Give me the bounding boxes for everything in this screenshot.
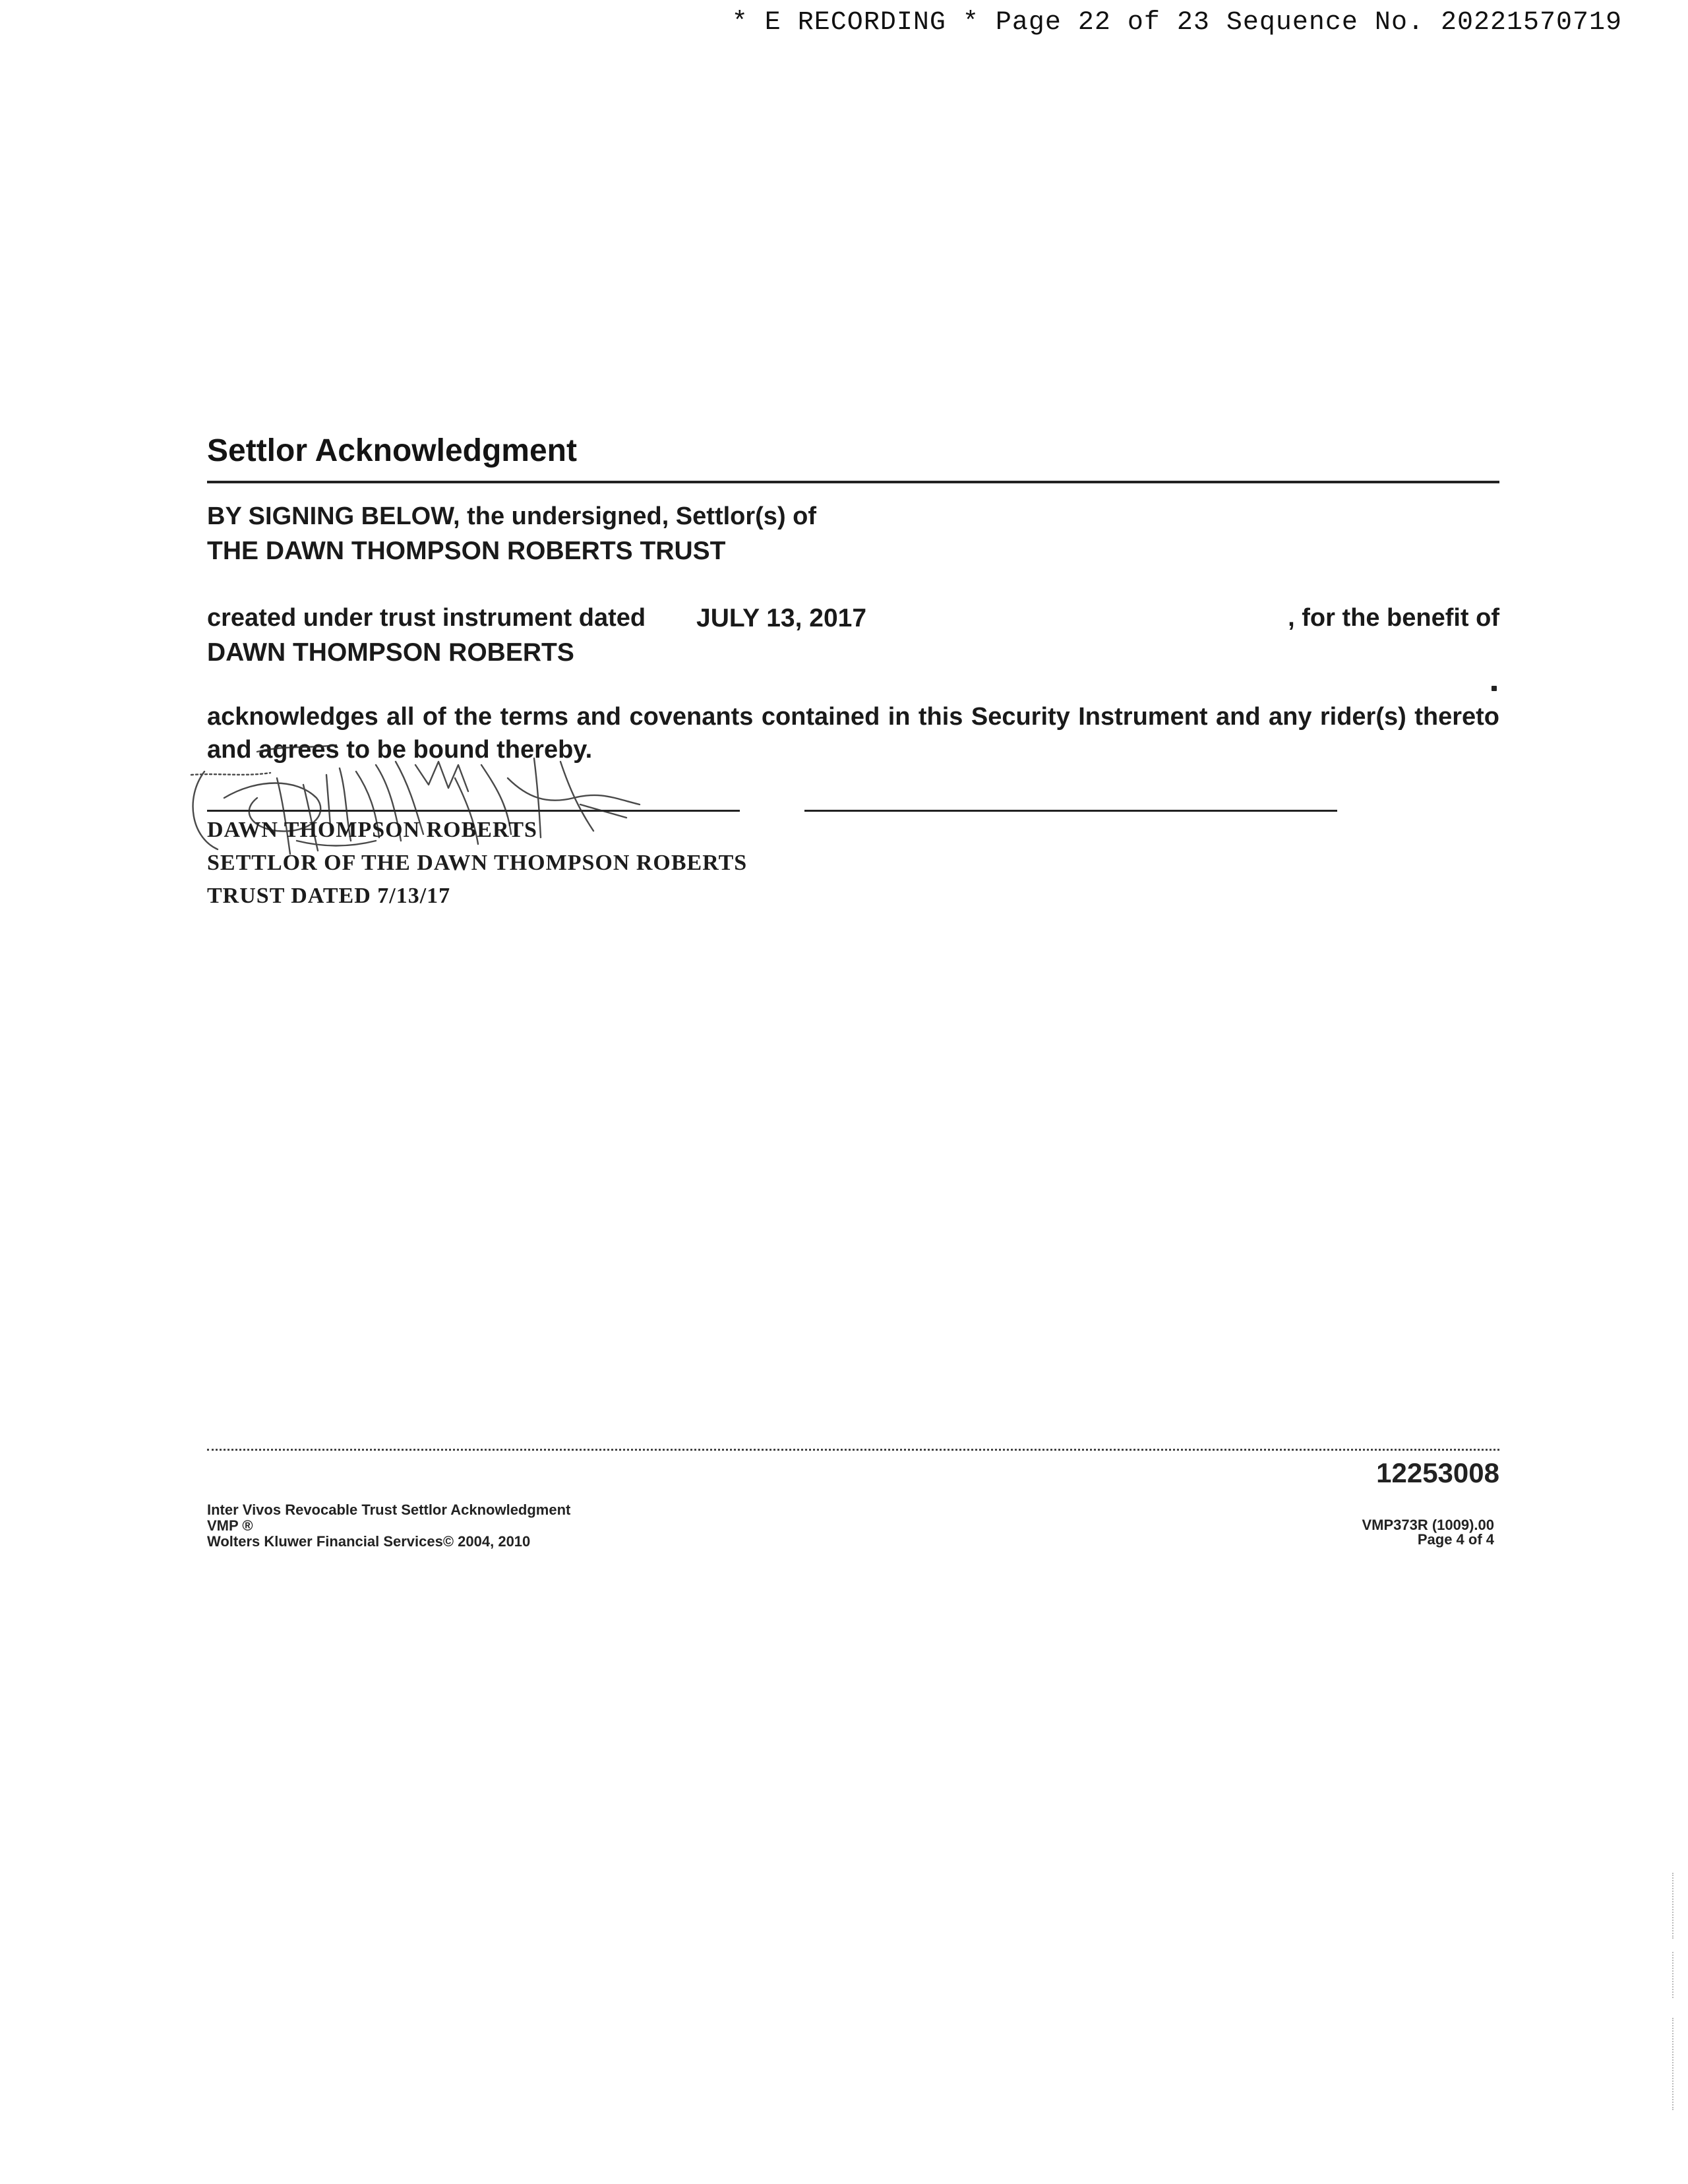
settlor-signature-line — [207, 810, 740, 812]
created-under-label: created under trust instrument dated — [207, 604, 646, 632]
acknowledgment-text: acknowledges all of the terms and covenants contained in this Security Instrument and any rider(s) thereto and agrees to be bound thereby. — [207, 703, 1499, 764]
scan-margin-mark — [1672, 2018, 1673, 2110]
loan-number: 12253008 — [1376, 1457, 1499, 1488]
beneficiary-name: DAWN THOMPSON ROBERTS — [207, 638, 574, 667]
signer-title-line2: TRUST DATED 7/13/17 — [207, 884, 451, 908]
second-signature-line — [804, 810, 1337, 812]
footer-divider — [207, 1449, 1499, 1451]
footer-page-info — [1253, 1518, 1494, 1547]
benefit-of-label: , for the benefit of — [1288, 604, 1499, 632]
title-rule — [207, 481, 1499, 483]
by-signing-line: BY SIGNING BELOW, the undersigned, Settlor(s) of — [207, 502, 817, 530]
publisher: Wolters Kluwer Financial Services© 2004, 2010 — [207, 1533, 531, 1550]
page-title: Settlor Acknowledgment — [207, 433, 577, 468]
recording-stamp: * E RECORDING * Page 22 of 23 Sequence No. 20221570719 — [731, 8, 1622, 38]
page-label: Page 4 of 4 — [1417, 1531, 1494, 1548]
form-code: VMP373R (1009).00 — [1362, 1517, 1494, 1533]
footer-form-info — [207, 1502, 570, 1550]
form-name: Inter Vivos Revocable Trust Settlor Acknowledgment — [207, 1502, 571, 1518]
signer-name: DAWN THOMPSON ROBERTS — [207, 818, 537, 842]
signer-title-line1: SETTLOR OF THE DAWN THOMPSON ROBERTS — [207, 851, 748, 875]
trust-date: JULY 13, 2017 — [696, 604, 867, 632]
trust-name: THE DAWN THOMPSON ROBERTS TRUST — [207, 537, 726, 565]
scan-margin-mark — [1672, 1873, 1673, 1939]
scan-margin-mark — [1672, 1952, 1673, 1998]
form-brand: VMP ® — [207, 1517, 253, 1534]
stray-mark — [1492, 686, 1497, 691]
